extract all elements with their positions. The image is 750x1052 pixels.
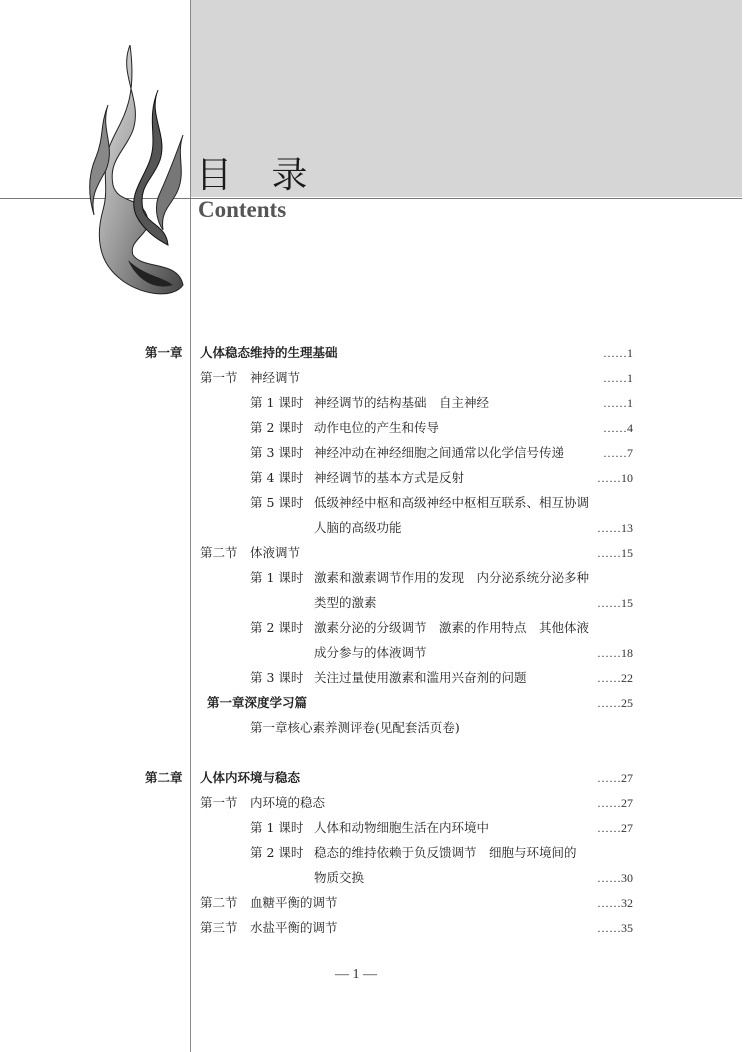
toc-page: ……10 [597, 471, 633, 485]
page-number: — 1 — [335, 967, 377, 982]
lesson-title: 低级神经中枢和高级神经中枢相互联系、相互协调 [314, 495, 590, 510]
section-title: 血糖平衡的调节 [250, 895, 338, 910]
page-title: 目 录 [196, 155, 322, 196]
page-subtitle: Contents [198, 197, 287, 222]
toc-deep-learning[interactable]: 第一章深度学习篇 [207, 695, 308, 710]
section-label: 第一节 [200, 370, 238, 385]
section-label: 第一节 [200, 795, 238, 810]
lesson-title: 关注过量使用激素和滥用兴奋剂的问题 [314, 670, 527, 685]
lesson-title-continued: 物质交换 [314, 870, 365, 885]
section-label: 第二节 [200, 895, 238, 910]
section-title: 神经调节 [250, 370, 301, 385]
flame-logo-icon [88, 45, 198, 305]
lesson-title-continued: 成分参与的体液调节 [314, 645, 427, 660]
toc-page: ……27 [597, 821, 633, 835]
toc-page: ……35 [597, 921, 633, 935]
toc-page: ……22 [597, 671, 633, 685]
toc-page: ……4 [603, 421, 633, 435]
lesson-label: 第 3 课时 [250, 445, 304, 460]
chapter-label: 第一章 [145, 345, 183, 360]
lesson-title: 神经冲动在神经细胞之间通常以化学信号传递 [314, 445, 565, 460]
lesson-label: 第 2 课时 [250, 420, 304, 435]
chapter-label: 第二章 [145, 770, 183, 785]
lesson-title: 神经调节的结构基础 自主神经 [314, 395, 490, 410]
toc-page: ……1 [603, 346, 633, 360]
lesson-title-continued: 类型的激素 [314, 595, 377, 610]
section-label: 第二节 [200, 545, 238, 560]
lesson-title: 人体和动物细胞生活在内环境中 [314, 820, 490, 835]
lesson-label: 第 1 课时 [250, 395, 304, 410]
toc-page: ……15 [597, 596, 633, 610]
toc-page: ……15 [597, 546, 633, 560]
chapter-title: 人体内环境与稳态 [200, 770, 301, 785]
toc-page: ……27 [597, 796, 633, 810]
section-title: 内环境的稳态 [250, 795, 326, 810]
toc-page: ……1 [603, 371, 633, 385]
lesson-label: 第 5 课时 [250, 495, 304, 510]
chapter-title: 人体稳态维持的生理基础 [200, 345, 338, 360]
lesson-title: 动作电位的产生和传导 [314, 420, 440, 435]
toc-page: ……25 [597, 696, 633, 710]
lesson-label: 第 2 课时 [250, 620, 304, 635]
lesson-label: 第 1 课时 [250, 820, 304, 835]
section-title: 体液调节 [250, 545, 301, 560]
toc-page: ……27 [597, 771, 633, 785]
toc-test-paper[interactable]: 第一章核心素养测评卷(见配套活页卷) [250, 720, 460, 735]
lesson-title: 稳态的维持依赖于负反馈调节 细胞与环境间的 [314, 845, 577, 860]
lesson-title: 激素和激素调节作用的发现 内分泌系统分泌多种 [314, 570, 590, 585]
lesson-label: 第 4 课时 [250, 470, 304, 485]
toc-page: ……32 [597, 896, 633, 910]
lesson-title-continued: 人脑的高级功能 [314, 520, 402, 535]
lesson-label: 第 2 课时 [250, 845, 304, 860]
section-title: 水盐平衡的调节 [250, 920, 338, 935]
lesson-title: 激素分泌的分级调节 激素的作用特点 其他体液 [314, 620, 590, 635]
toc-page: ……1 [603, 396, 633, 410]
lesson-title: 神经调节的基本方式是反射 [314, 470, 465, 485]
lesson-label: 第 3 课时 [250, 670, 304, 685]
toc-page: ……13 [597, 521, 633, 535]
section-label: 第三节 [200, 920, 238, 935]
toc-page: ……30 [597, 871, 633, 885]
toc-page: ……18 [597, 646, 633, 660]
lesson-label: 第 1 课时 [250, 570, 304, 585]
toc-page: ……7 [603, 446, 633, 460]
